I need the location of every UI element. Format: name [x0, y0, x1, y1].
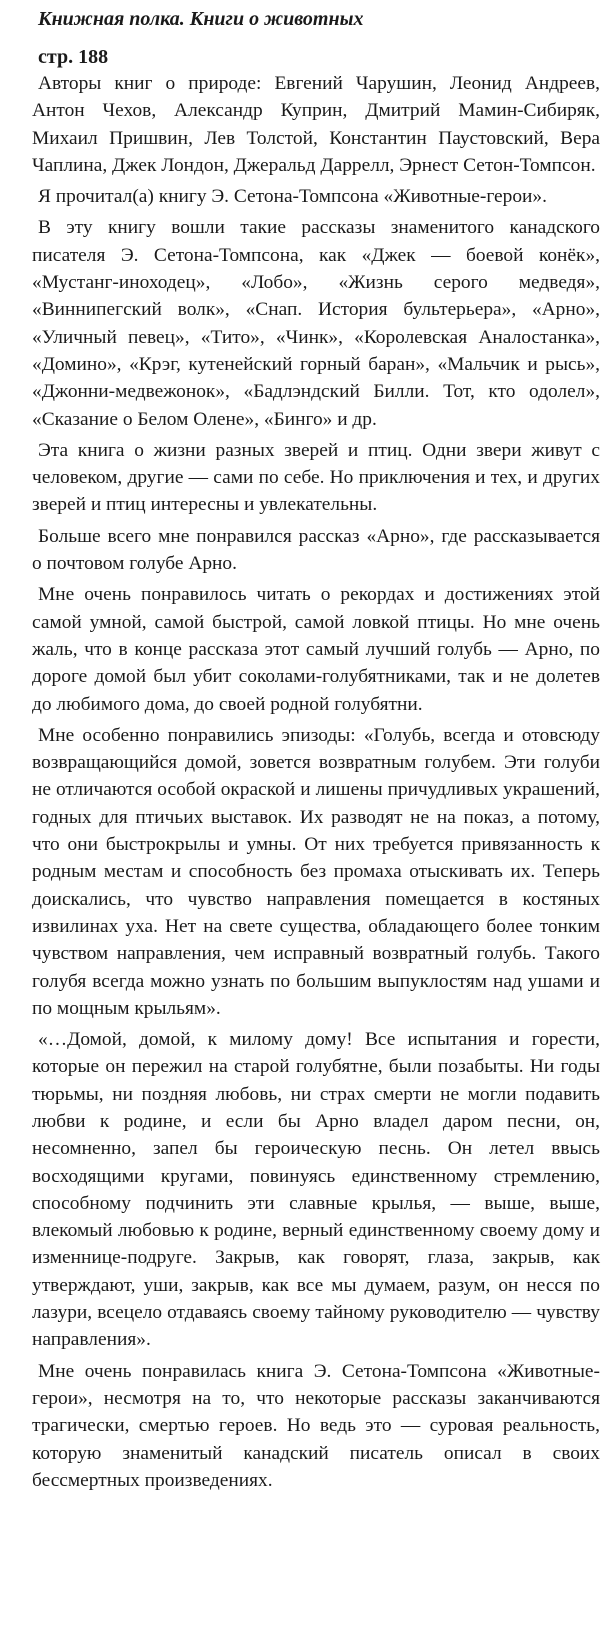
- paragraph-quote-2: «…Домой, домой, к милому дому! Все испытания и горести, которые он пережил на старой голубятне, были позабыты. Ни годы тюрьмы, ни поздняя любовь, ни страх смерти не могли подавить любви к родине, и если бы Арно владел даром песни, он, несомненно, запел бы героическую песнь. Он летел ввысь восходящими кругами, повинуясь единственному стремлению, способному подчинить эти славные крылья, — выше, выше, влекомый любовью к родине, верный единственному своему дому и изменнице-подруге. Закрыв, как говорят, глаза, закрыв, как утверждают, уши, закрыв, как все мы думаем, разум, он несся по лазури, всецело отдаваясь своему тайному руководителю — чувству направления».: [32, 1029, 600, 1351]
- paragraph-favorite-story: Больше всего мне понравился рассказ «Арно», где рассказывается о почтовом голубе Арно.: [32, 525, 600, 575]
- paragraph-book-about: Эта книга о жизни разных зверей и птиц. Одни звери живут с человеком, другие — сами по себе. Но приключения и тех, и других зверей и птиц интересны и увлекательны.: [32, 439, 600, 516]
- paragraph-stories-list: В эту книгу вошли такие рассказы знаменитого канадского писателя Э. Сетона-Томпсона, как «Джек — боевой конёк», «Мустанг-иноходец», «Лобо», «Жизнь серого медведя», «Виннипегский волк», «Снап. История бультерьера», «Арно», «Уличный певец», «Тито», «Чинк», «Королевская Аналостанка», «Домино», «Крэг, кутенейский горный баран», «Мальчик и рысь», «Джонни-медвежонок», «Бадлэндский Билли. Тот, кто одолел», «Сказание о Белом Олене», «Бинго» и др.: [32, 217, 600, 430]
- paragraph-impression: Мне очень понравилось читать о рекордах и достижениях этой самой умной, самой быстрой, самой ловкой птицы. Но мне очень жаль, что в конце рассказа этот самый лучший голубь — Арно, по дороге домой был убит соколами-голубятниками, так и не долетев до любимого дома, до своей родной голубятни.: [32, 584, 600, 715]
- page-label: стр. 188: [38, 46, 109, 68]
- paragraph-quote-1: Мне особенно понравились эпизоды: «Голубь, всегда и отовсюду возвращающийся домой, зовется возвратным голубем. Эти голуби не отличаются особой окраской и лишены причудливых украшений, годных для птичьих выставок. Их разводят не на показ, а потому, что они быстрокрылы и умны. От них требуется привязанность к родным местам и способность без промаха отыскивать их. Теперь доискались, что чувство направления помещается в костяных извилинах уха. Нет на свете существа, обладающего более тонким чувством направления, чем исправный возвратный голубь. Такого голубя всегда можно узнать по большим выпуклостям над ушами и по мощным крыльям».: [32, 724, 600, 1019]
- paragraph-authors: Авторы книг о природе: Евгений Чарушин, Леонид Андреев, Антон Чехов, Александр Куприн, Дмитрий Мамин-Сибиряк, Михаил Пришвин, Лев Толстой, Константин Паустовский, Вера Чаплина, Джек Лондон, Джеральд Даррелл, Эрнест Сетон-Томпсон.: [32, 73, 600, 176]
- paragraph-book-read: Я прочитал(а) книгу Э. Сетона-Томпсона «Животные-герои».: [38, 186, 547, 208]
- section-header: Книжная полка. Книги о животных: [38, 8, 364, 30]
- paragraph-conclusion: Мне очень понравилась книга Э. Сетона-Томпсона «Животные-герои», несмотря на то, что некоторые рассказы заканчиваются трагически, смертью героев. Но ведь это — суровая реальность, которую знаменитый канадский писатель описал в своих бессмертных произведениях.: [32, 1360, 600, 1491]
